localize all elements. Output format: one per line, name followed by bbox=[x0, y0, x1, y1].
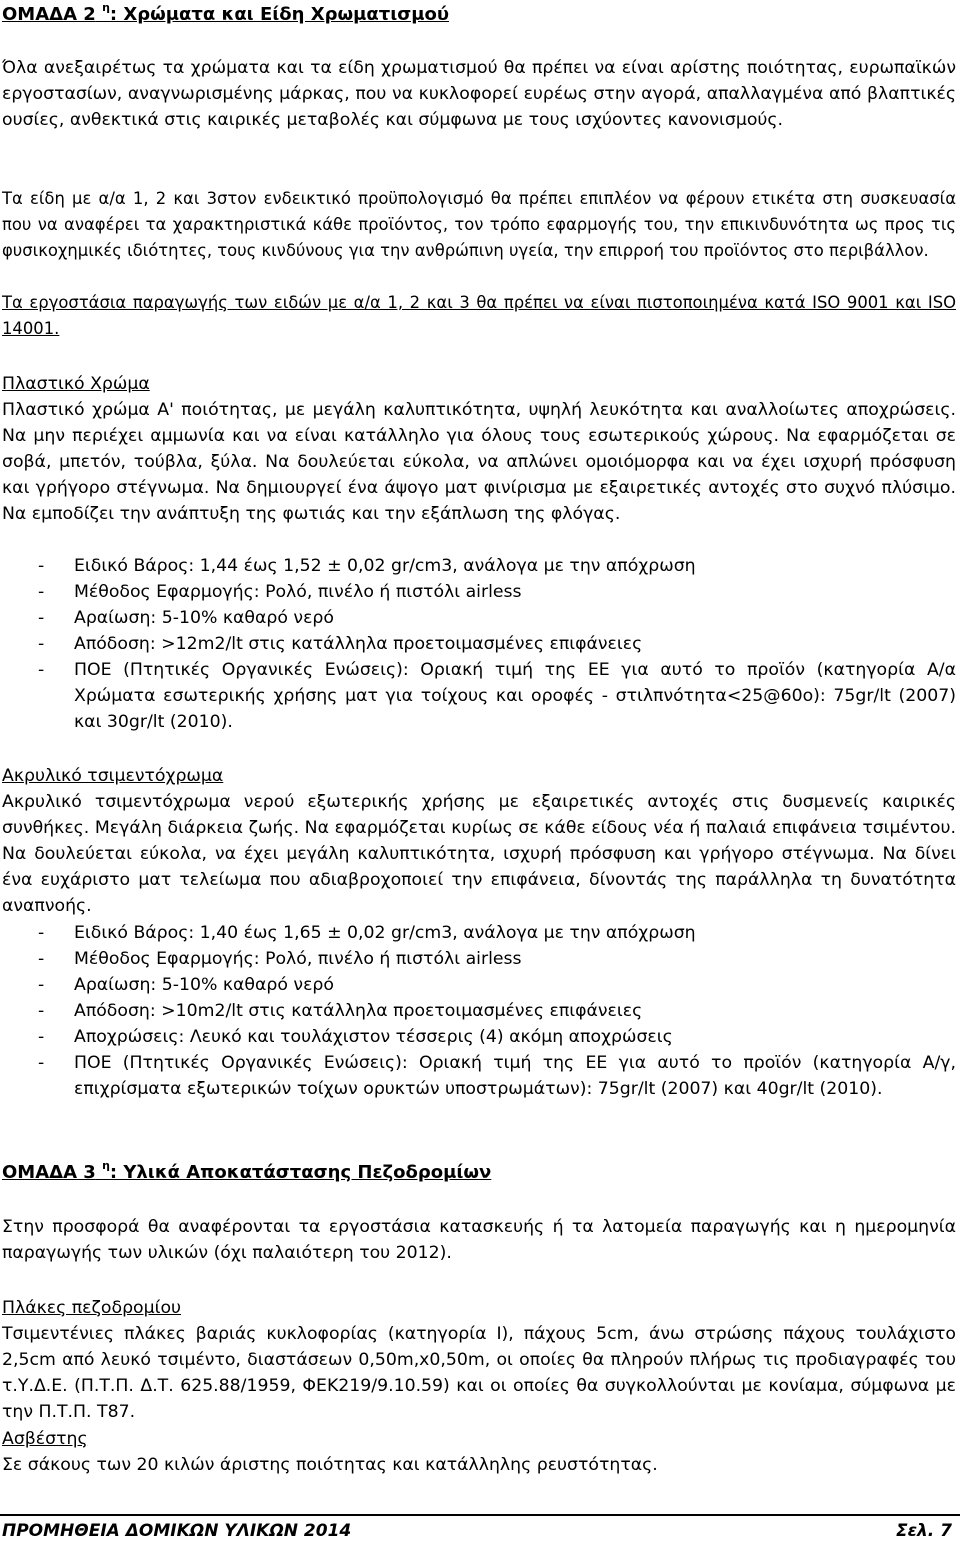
dash-bullet: - bbox=[38, 975, 45, 995]
acrylic-spec-item bbox=[2, 972, 956, 998]
group2-heading-prefix: ΟΜΑΔΑ 2 bbox=[2, 4, 96, 25]
dash-bullet: - bbox=[38, 582, 45, 602]
dash-bullet: - bbox=[38, 634, 45, 654]
plastic-spec-text: Αραίωση: 5-10% καθαρό νερό bbox=[74, 608, 334, 628]
group3-intro: Στην προσφορά θα αναφέρονται τα εργοστάσια κατασκευής ή τα λατομεία παραγωγής και η ημερομηνία παραγωγής των υλικών (όχι παλαιότερη του 2012). bbox=[2, 1217, 956, 1263]
dash-bullet: - bbox=[38, 923, 45, 943]
plastic-paint-description: Πλαστικό χρώμα Α' ποιότητας, με μεγάλη καλυπτικότητα, υψηλή λευκότητα και αναλλοίωτες αποχρώσεις. Να μην περιέχει αμμωνία και να είναι κατάλληλο για όλους τους εσωτερικούς χώρους. Να εφαρμόζεται σε σοβά, μπετόν, τούβλα, ξύλα. Να δουλεύεται εύκολα, να απλώνει ομοιόμορφα και να έχει ισχυρή πρόσφυση και γρήγορο στέγνωμα. Να δημιουργεί ένα άψογο ματ φινίρισμα με εξαιρετικές αντοχές στο συχνό πλύσιμο. Να εμποδίζει την ανάπτυξη της φωτιάς και την εξάπλωση της φλόγας. bbox=[2, 400, 956, 524]
acrylic-spec-text: ΠΟΕ (Πτητικές Οργανικές Ενώσεις): Οριακή τιμή της ΕΕ για αυτό το προϊόν (κατηγορία Α/γ, επιχρίσματα εξωτερικών τοίχων ορυκτών υποστρωμάτων): 75gr/lt (2007) και 40gr/lt (2010). bbox=[74, 1053, 956, 1099]
acrylic-spec-text: Μέθοδος Εφαρμογής: Ρολό, πινέλο ή πιστόλι airless bbox=[74, 949, 522, 969]
dash-bullet: - bbox=[38, 608, 45, 628]
plastic-spec-item bbox=[2, 657, 956, 735]
group3-heading bbox=[2, 1159, 956, 1184]
footer-divider bbox=[0, 1514, 960, 1516]
acrylic-spec-text: Αραίωση: 5-10% καθαρό νερό bbox=[74, 975, 334, 995]
footer-title: ΠΡΟΜΗΘΕΙΑ ΔΟΜΙΚΩΝ ΥΛΙΚΩΝ 2014 bbox=[2, 1521, 352, 1541]
label-paragraph: Τα είδη με α/α 1, 2 και 3στον ενδεικτικό προϋπολογισμό θα πρέπει επιπλέον να φέρουν ετικέτα στη συσκευασία που να αναφέρει τα χαρακτηριστικά κάθε προϊόντος, τον τρόπο εφαρμογής του, την επικινδυνότητα ως προς τις φυσικοχημικές ιδιότητες, τους κινδύνους για την ανθρώπινη υγεία, την επιρροή του προϊόντος στο περιβάλλον. bbox=[2, 189, 956, 260]
dash-bullet: - bbox=[38, 1053, 45, 1073]
plastic-spec-item bbox=[2, 605, 956, 631]
plastic-paint-title: Πλαστικό Χρώμα bbox=[2, 374, 150, 394]
plastic-paint-specs bbox=[2, 553, 956, 735]
group3-heading-suffix: : Υλικά Αποκατάστασης Πεζοδρομίων bbox=[109, 1162, 492, 1183]
acrylic-paint-description: Ακρυλικό τσιμεντόχρωμα νερού εξωτερικής χρήσης με εξαιρετικές αντοχές στις δυσμενείς καιρικές συνθήκες. Μεγάλη διάρκεια ζωής. Να εφαρμόζεται κυρίως σε κάθε είδους νέα ή παλαιά επιφάνεια τσιμέντου. Να δουλεύεται εύκολα, να έχει μεγάλη καλυπτικότητα, ισχυρή πρόσφυση και γρήγορο στέγνωμα. Να δίνει ένα ευχάριστο ματ τελείωμα που αδιαβροχοποιεί την επιφάνεια, δίνοντάς της παράλληλα τη δυνατότητα αναπνοής. bbox=[2, 792, 956, 916]
acrylic-paint-title: Ακρυλικό τσιμεντόχρωμα bbox=[2, 766, 224, 786]
acrylic-spec-item bbox=[2, 1024, 956, 1050]
acrylic-spec-text: Αποχρώσεις: Λευκό και τουλάχιστον τέσσερις (4) ακόμη αποχρώσεις bbox=[74, 1027, 673, 1047]
plastic-spec-text: Ειδικό Βάρος: 1,44 έως 1,52 ± 0,02 gr/cm3, ανάλογα με την απόχρωση bbox=[74, 556, 696, 576]
plastic-spec-text: ΠΟΕ (Πτητικές Οργανικές Ενώσεις): Οριακή τιμή της ΕΕ για αυτό το προϊόν (κατηγορία Α/α Χρώματα εσωτερικής χρήσης ματ για τοίχους και οροφές - στιλπνότητα<25@60ο): 75gr/lt (2007) και 30gr/lt (2010). bbox=[74, 660, 956, 732]
page-number: Σελ. 7 bbox=[895, 1521, 952, 1541]
plastic-spec-item bbox=[2, 553, 956, 579]
plastic-spec-item bbox=[2, 631, 956, 657]
group2-heading-sup: η bbox=[102, 1, 110, 14]
dash-bullet: - bbox=[38, 1027, 45, 1047]
group3-heading-prefix: ΟΜΑΔΑ 3 bbox=[2, 1162, 96, 1183]
acrylic-spec-item bbox=[2, 920, 956, 946]
tiles-description: Τσιμεντένιες πλάκες βαριάς κυκλοφορίας (κατηγορία I), πάχους 5cm, άνω στρώσης πάχους τουλάχιστο 2,5cm από λευκό τσιμέντο, διαστάσεων 0,50m,x0,50m, οι οποίες θα πληρούν πλήρως τις προδιαγραφές του τ.Υ.Δ.Ε. (Π.Τ.Π. Δ.Τ. 625.88/1959, ΦΕΚ219/9.10.59) και οι οποίες θα συγκολλούνται με κονίαμα, σύμφωνα με την Π.Τ.Π. Τ87. bbox=[2, 1324, 956, 1422]
iso-paragraph: Τα εργοστάσια παραγωγής των ειδών με α/α 1, 2 και 3 θα πρέπει να είναι πιστοποιημένα κατά ISO 9001 και ISO 14001. bbox=[2, 293, 956, 338]
tiles-title: Πλάκες πεζοδρομίου bbox=[2, 1298, 182, 1318]
lime-description: Σε σάκους των 20 κιλών άριστης ποιότητας και κατάλληλης ρευστότητας. bbox=[2, 1455, 658, 1475]
acrylic-spec-item bbox=[2, 946, 956, 972]
acrylic-paint-specs bbox=[2, 920, 956, 1102]
group2-heading bbox=[2, 1, 956, 26]
plastic-spec-item bbox=[2, 579, 956, 605]
group2-heading-suffix: : Χρώματα και Είδη Χρωματισμού bbox=[109, 4, 450, 25]
group3-heading-sup: η bbox=[102, 1159, 110, 1172]
dash-bullet: - bbox=[38, 1001, 45, 1021]
acrylic-spec-text: Απόδοση: >10m2/lt στις κατάλληλα προετοιμασμένες επιφάνειες bbox=[74, 1001, 643, 1021]
dash-bullet: - bbox=[38, 660, 45, 680]
acrylic-spec-item bbox=[2, 1050, 956, 1102]
acrylic-spec-item bbox=[2, 998, 956, 1024]
lime-title: Ασβέστης bbox=[2, 1429, 88, 1449]
group2-intro: Όλα ανεξαιρέτως τα χρώματα και τα είδη χρωματισμού θα πρέπει να είναι αρίστης ποιότητας, ευρωπαϊκών εργοστασίων, αναγνωρισμένης μάρκας, που να κυκλοφορεί ευρέως στην αγορά, απαλλαγμένα από βλαπτικές ουσίες, ανθεκτικά στις καιρικές μεταβολές και σύμφωνα με τους ισχύοντες κανονισμούς. bbox=[2, 58, 956, 130]
acrylic-spec-text: Ειδικό Βάρος: 1,40 έως 1,65 ± 0,02 gr/cm3, ανάλογα με την απόχρωση bbox=[74, 923, 696, 943]
dash-bullet: - bbox=[38, 949, 45, 969]
plastic-spec-text: Μέθοδος Εφαρμογής: Ρολό, πινέλο ή πιστόλι airless bbox=[74, 582, 522, 602]
dash-bullet: - bbox=[38, 556, 45, 576]
plastic-spec-text: Απόδοση: >12m2/lt στις κατάλληλα προετοιμασμένες επιφάνειες bbox=[74, 634, 643, 654]
